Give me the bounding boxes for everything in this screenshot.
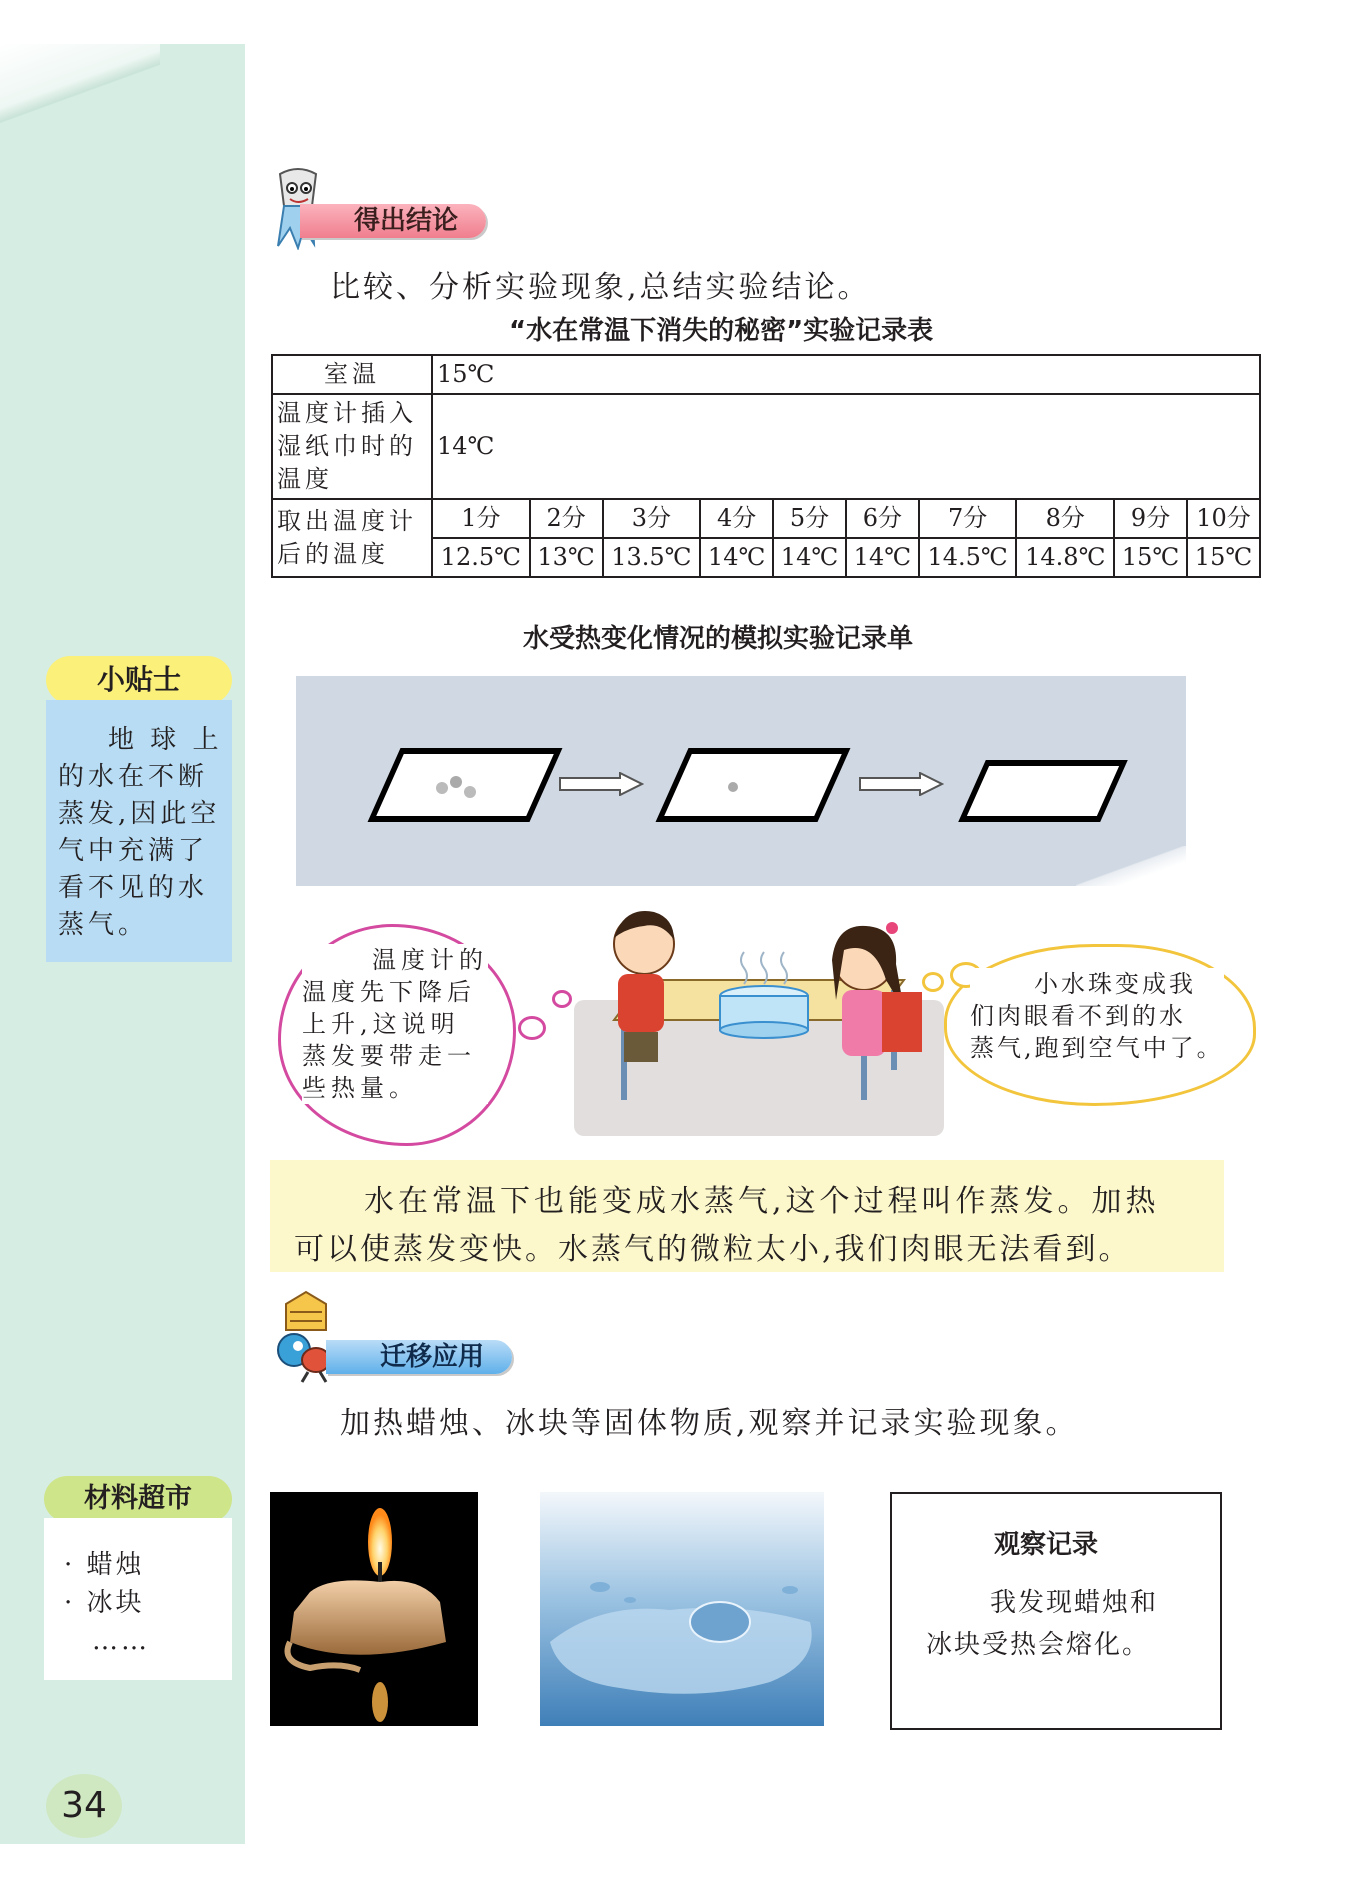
room-temp-value: 15℃ [432,355,1260,394]
temp-cell: 15℃ [1114,538,1187,577]
minute-cell: 9分 [1114,499,1187,538]
label-line: 后的温度 [277,540,389,568]
melting-ice-photo [540,1492,824,1726]
room-temp-label: 室温 [272,355,432,394]
bubble-right-text [970,968,1224,1064]
tips-line: 蒸气。 [58,910,149,940]
empty-plate [958,760,1128,822]
thought-dot [552,990,572,1008]
insert-temp-value: 14℃ [432,394,1260,499]
children-experiment-illustration [574,900,944,1140]
list-item: · 蜡烛 [64,1550,145,1580]
label-line: 温度计插入 [277,399,417,427]
minute-cell: 3分 [603,499,701,538]
table-row [272,499,1260,538]
conclusion-instruction: 比较、分析实验现象,总结实验结论。 [330,270,871,305]
bubble-line: 上升,这说明 [302,1010,460,1038]
thought-dot [922,972,944,992]
temp-cell: 13.5℃ [603,538,701,577]
conclusion-line-1: 水在常温下也能变成水蒸气,这个过程叫作蒸发。加热 [364,1184,1160,1219]
minute-cell: 5分 [773,499,846,538]
minute-cell: 8分 [1016,499,1114,538]
tips-text [58,722,223,944]
minute-cell: 7分 [919,499,1017,538]
after-temp-label [272,499,432,577]
minute-cell: 10分 [1187,499,1260,538]
observation-line-2: 冰块受热会熔化。 [926,1630,1151,1660]
list-item: · 冰块 [64,1588,145,1618]
tips-line: 的水在不断 [58,762,209,792]
materials-tag: 材料超市 [44,1476,232,1522]
bubble-line: 蒸发要带走一 [302,1042,476,1070]
temp-cell: 13℃ [530,538,603,577]
thought-dot [518,1016,546,1040]
label-line: 温度 [277,465,333,493]
label-line: 湿纸巾时的 [277,432,417,460]
minute-cell: 4分 [700,499,773,538]
simulation-title: 水受热变化情况的模拟实验记录单 [523,624,914,654]
materials-list [64,1546,150,1660]
page-number: 34 [46,1774,122,1838]
bubble-line: 些热量。 [302,1074,418,1102]
list-item: …… [92,1626,150,1656]
tips-line: 气中充满了 [58,836,209,866]
tips-line: 地 球 上 [108,725,223,755]
temp-cell: 14℃ [846,538,919,577]
bubble-line: 温度计的 [372,946,488,974]
apply-instruction: 加热蜡烛、冰块等固体物质,观察并记录实验现象。 [340,1406,1079,1441]
melting-candle-photo [270,1492,478,1726]
bubble-left-text [302,944,488,1104]
conclusion-line-2: 可以使蒸发变快。水蒸气的微粒太小,我们肉眼无法看到。 [294,1232,1132,1267]
observation-line-1: 我发现蜡烛和 [990,1588,1159,1618]
insert-temp-label [272,394,432,499]
temp-cell: 14℃ [700,538,773,577]
bubble-line: 蒸气,跑到空气中了。 [970,1034,1224,1062]
minute-cell: 1分 [432,499,530,538]
minute-cell: 2分 [530,499,603,538]
panel-curl-decoration [1076,846,1186,886]
temp-cell: 14.5℃ [919,538,1017,577]
bubble-line: 小水珠变成我 [1034,970,1196,998]
plate-with-small-droplet [656,748,851,822]
label-line: 取出温度计 [277,507,417,535]
temp-cell: 12.5℃ [432,538,530,577]
tips-tag: 小贴士 [46,656,232,704]
arrow-right-icon [858,772,944,796]
tips-line: 看不见的水 [58,873,209,903]
tips-line: 蒸发,因此空 [58,799,221,829]
small-droplet-icon [728,782,738,792]
section-heading-conclusion: 得出结论 [300,204,486,238]
temp-cell: 15℃ [1187,538,1260,577]
bubble-line: 温度先下降后 [302,978,476,1006]
arrow-right-icon [558,772,644,796]
table-row [272,394,1260,499]
table-title: “水在常温下消失的秘密”实验记录表 [509,316,934,346]
page-curl-decoration [0,44,160,128]
observation-title: 观察记录 [994,1530,1099,1560]
temp-cell: 14℃ [773,538,846,577]
minute-cell: 6分 [846,499,919,538]
table-row [272,355,1260,394]
section-heading-apply: 迁移应用 [326,1340,512,1374]
water-droplets-icon [432,770,482,800]
bubble-line: 们肉眼看不到的水 [970,1002,1186,1030]
temp-cell: 14.8℃ [1016,538,1114,577]
record-table [271,354,1261,578]
